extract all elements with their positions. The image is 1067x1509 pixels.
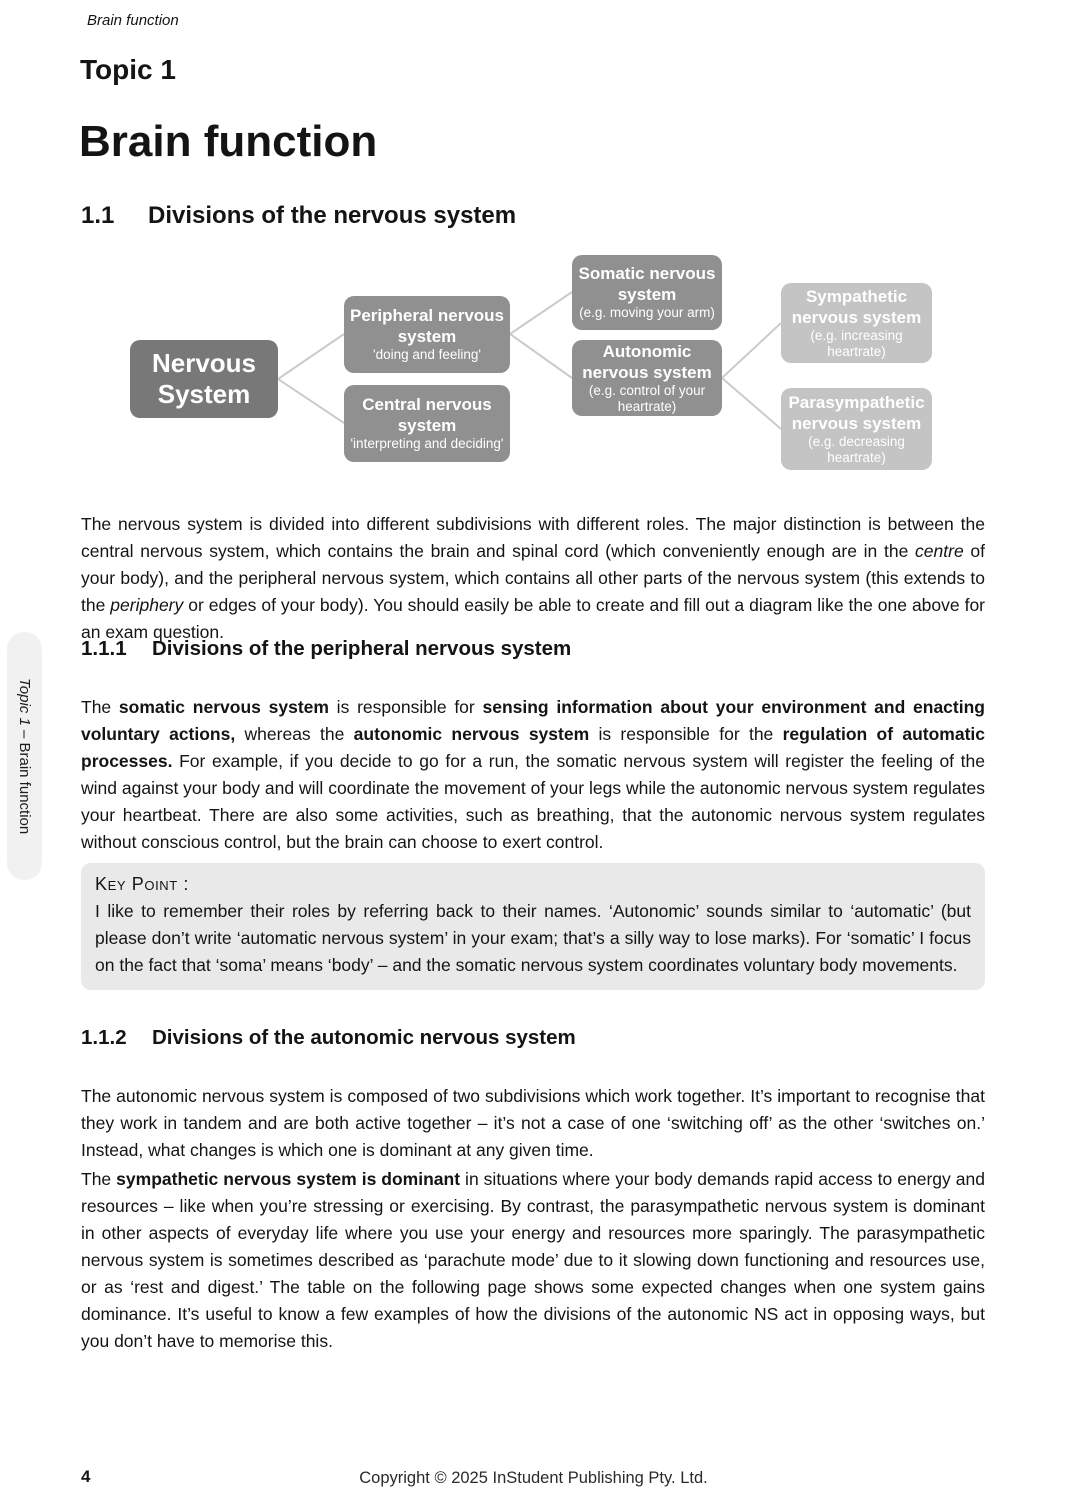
section-heading-1-1-1 xyxy=(81,637,571,661)
section-number: 1.1.1 xyxy=(81,637,127,660)
running-header: Brain function xyxy=(87,12,179,29)
diagram-box-title: Somatic nervous system xyxy=(578,264,716,305)
diagram-box-parasympathetic-nervous-system xyxy=(781,388,932,470)
key-point-box xyxy=(81,863,985,990)
nervous-system-diagram xyxy=(81,253,985,485)
paragraph-autonomic-intro: The autonomic nervous system is composed of two subdivisions which work together. It’s important to recognise that they work in tandem and are both active together – it’s not a case of one ‘switching off’ as the other ‘switches on.’ Instead, what changes is which one is dominant at any given time. xyxy=(81,1085,985,1160)
diagram-box-title: Autonomic nervous system xyxy=(582,341,712,382)
section-heading-1-1 xyxy=(81,202,516,230)
diagram-box-caption: (e.g. control of your heartrate) xyxy=(588,382,706,414)
diagram-box-caption: (e.g. increasing heartrate) xyxy=(810,327,903,359)
sidebar-tab-label: Topic 1 – Brain function xyxy=(16,677,33,835)
page-title: Brain function xyxy=(79,117,378,166)
section-number: 1.1.2 xyxy=(81,1026,127,1049)
paragraph-sympathetic-dominance: The sympathetic nervous system is dominant in situations where your body demands rapid access to energy and resources – like when you’re stressing or exercising. By contrast, the parasympathetic nervous system is dominant in other aspects of everyday life where you use your energy and resources more sparingly. The parasympathetic nervous system is sometimes described as ‘parachute mode’ due to it slowing down functioning and resources use, or as ‘rest and digest.’ The table on the following page shows some expected changes when one system gains dominance. It’s useful to know a few examples of how the divisions of the autonomic NS act in opposing ways, but you don’t have to memorise this. xyxy=(81,1168,985,1351)
diagram-box-somatic-nervous-system xyxy=(572,255,722,330)
footer-copyright: Copyright © 2025 InStudent Publishing Pty. Ltd. xyxy=(359,1469,708,1487)
diagram-box-nervous-system xyxy=(130,340,278,418)
diagram-box-sympathetic-nervous-system xyxy=(781,283,932,363)
paragraph-intro: The nervous system is divided into different subdivisions with different roles. The major distinction is between the central nervous system, which contains the brain and spinal cord (which conveniently enough are in the centre of your body), and the peripheral nervous system, which contains all other parts of the nervous system (this extends to the periphery or edges of your body). You should easily be able to create and fill out a diagram like the one above for an exam question. xyxy=(81,513,985,642)
section-title: Divisions of the autonomic nervous system xyxy=(152,1026,576,1049)
diagram-box-title: Central nervous system xyxy=(362,395,492,436)
key-point-label: Key Point : xyxy=(95,874,190,894)
section-title: Divisions of the peripheral nervous system xyxy=(152,637,572,660)
diagram-box-title: Parasympathetic nervous system xyxy=(788,392,925,433)
diagram-box-autonomic-nervous-system xyxy=(572,340,722,416)
diagram-box-title: Sympathetic nervous system xyxy=(791,286,922,327)
key-point-text: I like to remember their roles by referring back to their names. ‘Autonomic’ sounds similar to ‘automatic’ (but please don’t write ‘automatic nervous system’ in your exam; that’s a silly way to lose marks). For ‘somatic’ I focus on the fact that ‘soma’ means ‘body’ – and the somatic nervous system coordinates voluntary body movements. xyxy=(95,901,971,975)
paragraph-peripheral-divisions: The somatic nervous system is responsible for sensing information about your environment and enacting voluntary actions, whereas the autonomic nervous system is responsible for the regulation of automatic processes. For example, if you decide to go for a run, the somatic nervous system will register the feeling of the wind against your body and will coordinate the movement of your legs while the autonomic nervous system regulates your heartbeat. There are also some activities, such as breathing, that the autonomic nervous system regulates without conscious control, but the brain can choose to exert control. xyxy=(81,696,985,852)
section-heading-1-1-2 xyxy=(81,1026,576,1050)
section-title: Divisions of the nervous system xyxy=(148,202,517,229)
diagram-box-title: Peripheral nervous system xyxy=(350,306,505,347)
section-number: 1.1 xyxy=(81,202,115,229)
diagram-box-caption: (e.g. moving your arm) xyxy=(579,305,715,321)
topic-label: Topic 1 xyxy=(80,54,176,85)
diagram-box-title: Nervous System xyxy=(151,348,257,409)
diagram-box-caption: 'interpreting and deciding' xyxy=(350,436,504,452)
diagram-box-caption: (e.g. decreasing heartrate) xyxy=(808,433,905,465)
diagram-box-peripheral-nervous-system xyxy=(344,296,510,373)
diagram-box-central-nervous-system xyxy=(344,385,510,462)
sidebar-tab-topic-1 xyxy=(7,632,42,880)
footer-page-number: 4 xyxy=(81,1467,91,1486)
diagram-box-caption: 'doing and feeling' xyxy=(373,347,481,363)
